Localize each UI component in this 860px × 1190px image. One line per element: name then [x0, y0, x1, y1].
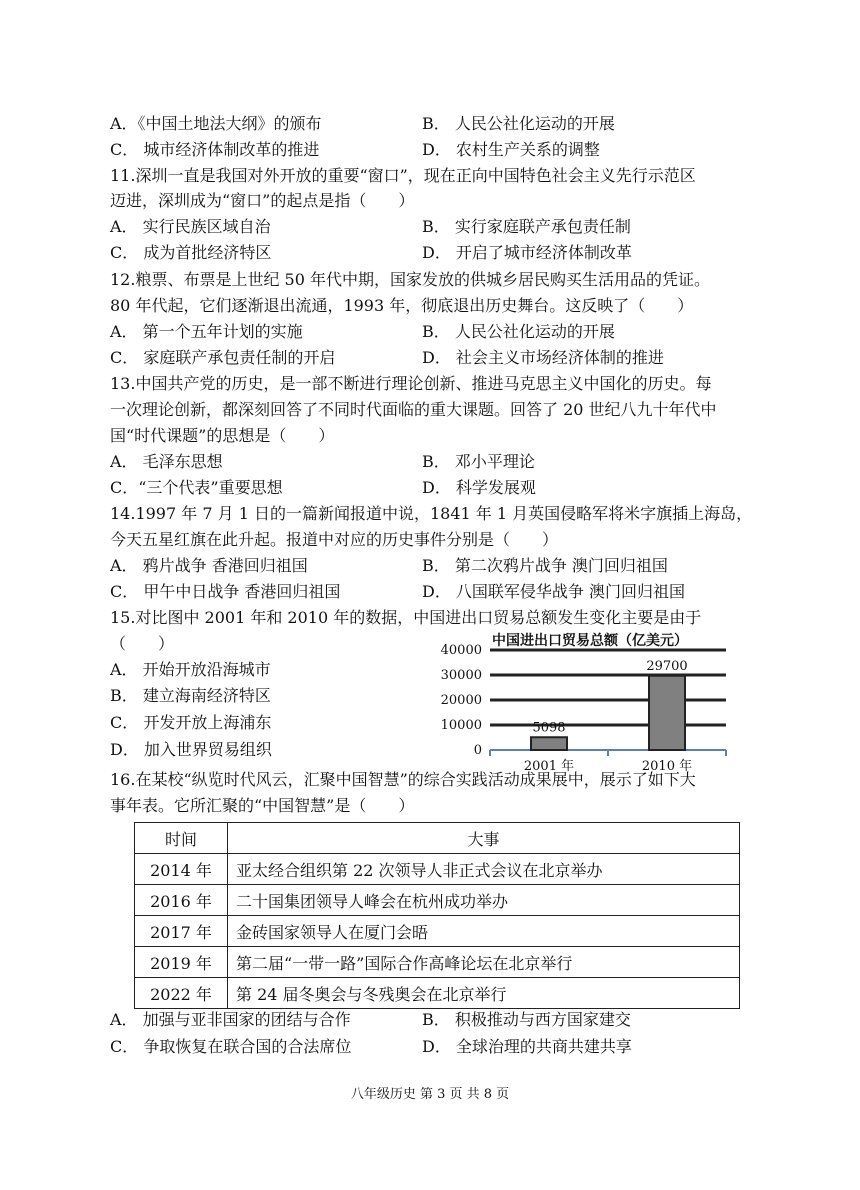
- q16-option-a: A． 加强与亚非国家的团结与合作: [110, 1010, 351, 1029]
- chart-title: 中国进出口贸易总额（亿美元）: [492, 633, 688, 649]
- trade-bar-chart: [436, 640, 736, 775]
- q12-stem-line2: 80 年代起，它们逐渐退出流通，1993 年，彻底退出历史舞台。这反映了（ ）: [110, 296, 694, 315]
- q15-option-d: D． 加入世界贸易组织: [110, 740, 272, 759]
- table-row: [135, 854, 740, 885]
- x-category-label: 2010 年: [641, 759, 693, 774]
- q14-option-c: C． 甲午中日战争 香港回归祖国: [110, 582, 341, 601]
- q16-stem-line1: 16.在某校“纵览时代风云，汇聚中国智慧”的综合实践活动成果展中，展示了如下大: [110, 770, 696, 789]
- q13-option-b: B． 邓小平理论: [422, 452, 535, 471]
- q10-option-d: D． 农村生产关系的调整: [422, 140, 600, 159]
- q11-option-a: A． 实行民族区域自治: [110, 217, 271, 236]
- table-row: [135, 916, 740, 947]
- q16-option-d: D． 全球治理的共商共建共享: [422, 1037, 632, 1056]
- table-cell-year: 2016 年: [135, 885, 228, 916]
- q13-stem-line2: 一次理论创新，都深刻回答了不同时代面临的重大课题。回答了 20 世纪八九十年代中: [110, 400, 717, 419]
- table-cell-event: 第 24 届冬奥会与冬残奥会在北京举行: [228, 978, 740, 1009]
- data-label: 29700: [646, 658, 688, 674]
- y-tick-label: 20000: [440, 693, 482, 708]
- q10-option-a: A．《中国土地法大纲》的颁布: [110, 114, 322, 133]
- page-footer: 八年级历史 第 3 页 共 8 页: [350, 1087, 510, 1102]
- q13-stem-line1: 13.中国共产党的历史，是一部不断进行理论创新、推进马克思主义中国化的历史。每: [110, 374, 712, 393]
- q15-option-c: C． 开发开放上海浦东: [110, 713, 272, 732]
- table-cell-year: 2019 年: [135, 947, 228, 978]
- q12-option-a: A． 第一个五年计划的实施: [110, 322, 303, 341]
- q13-option-d: D． 科学发展观: [422, 478, 536, 497]
- table-row: [135, 947, 740, 978]
- x-category-label: 2001 年: [523, 759, 575, 774]
- q16-option-c: C． 争取恢复在联合国的合法席位: [110, 1037, 352, 1056]
- y-tick-label: 40000: [440, 643, 482, 658]
- q11-option-b: B． 实行家庭联产承包责任制: [422, 217, 631, 236]
- table-cell-year: 2017 年: [135, 916, 228, 947]
- q14-option-a: A． 鸦片战争 香港回归祖国: [110, 556, 308, 575]
- table-header-event: 大事: [228, 823, 740, 854]
- table-cell-year: 2022 年: [135, 978, 228, 1009]
- q13-stem-line3: 国“时代课题”的思想是（ ）: [110, 426, 335, 445]
- table-cell-event: 二十国集团领导人峰会在杭州成功举办: [228, 885, 740, 916]
- bar-0: [531, 737, 567, 750]
- q16-stem-line2: 事年表。它所汇聚的“中国智慧”是（ ）: [110, 796, 415, 815]
- table-header-row: [135, 823, 740, 854]
- q13-option-c: C．“三个代表”重要思想: [110, 478, 283, 497]
- table-row: [135, 978, 740, 1009]
- q11-stem-line1: 11.深圳一直是我国对外开放的重要“窗口”，现在正向中国特色社会主义先行示范区: [110, 166, 696, 185]
- table-row: [135, 885, 740, 916]
- q12-option-c: C． 家庭联产承包责任制的开启: [110, 348, 336, 367]
- table-header-time: 时间: [135, 823, 228, 854]
- q11-stem-line2: 迈进，深圳成为“窗口”的起点是指（ ）: [110, 191, 415, 210]
- table-cell-year: 2014 年: [135, 854, 228, 885]
- table-cell-event: 亚太经合组织第 22 次领导人非正式会议在北京举办: [228, 854, 740, 885]
- q15-stem-line2: （ ）: [110, 634, 175, 653]
- y-tick-label: 0: [473, 743, 482, 758]
- table-cell-event: 金砖国家领导人在厦门会晤: [228, 916, 740, 947]
- q14-option-b: B． 第二次鸦片战争 澳门回归祖国: [422, 556, 668, 575]
- q14-option-d: D． 八国联军侵华战争 澳门回归祖国: [422, 582, 686, 601]
- data-label: 5098: [532, 720, 566, 736]
- q10-option-b: B． 人民公社化运动的开展: [422, 114, 615, 133]
- q13-option-a: A． 毛泽东思想: [110, 452, 223, 471]
- q16-option-b: B． 积极推动与西方国家建交: [422, 1010, 631, 1029]
- y-tick-label: 10000: [440, 718, 482, 733]
- q15-stem-line1: 15.对比图中 2001 年和 2010 年的数据，中国进出口贸易总额发生变化主要是由于: [110, 608, 702, 627]
- q14-stem-line2: 今天五星红旗在此升起。报道中对应的历史事件分别是（ ）: [110, 530, 559, 549]
- q11-option-d: D． 开启了城市经济体制改革: [422, 243, 632, 262]
- table-cell-event: 第二届“一带一路”国际合作高峰论坛在北京举行: [228, 947, 740, 978]
- q14-stem-line1: 14.1997 年 7 月 1 日的一篇新闻报道中说，1841 年 1 月英国侵略军将米字旗插上海岛，: [110, 504, 753, 523]
- y-tick-label: 30000: [440, 668, 482, 683]
- q15-option-a: A． 开始开放沿海城市: [110, 660, 271, 679]
- q10-option-c: C． 城市经济体制改革的推进: [110, 140, 320, 159]
- events-timeline-table: [134, 822, 740, 1009]
- bar-1: [649, 676, 685, 750]
- q12-stem-line1: 12.粮票、布票是上世纪 50 年代中期，国家发放的供城乡居民购买生活用品的凭证。: [110, 270, 710, 289]
- q12-option-d: D． 社会主义市场经济体制的推进: [422, 348, 664, 367]
- q15-option-b: B． 建立海南经济特区: [110, 686, 271, 705]
- q12-option-b: B． 人民公社化运动的开展: [422, 322, 615, 341]
- q11-option-c: C． 成为首批经济特区: [110, 243, 272, 262]
